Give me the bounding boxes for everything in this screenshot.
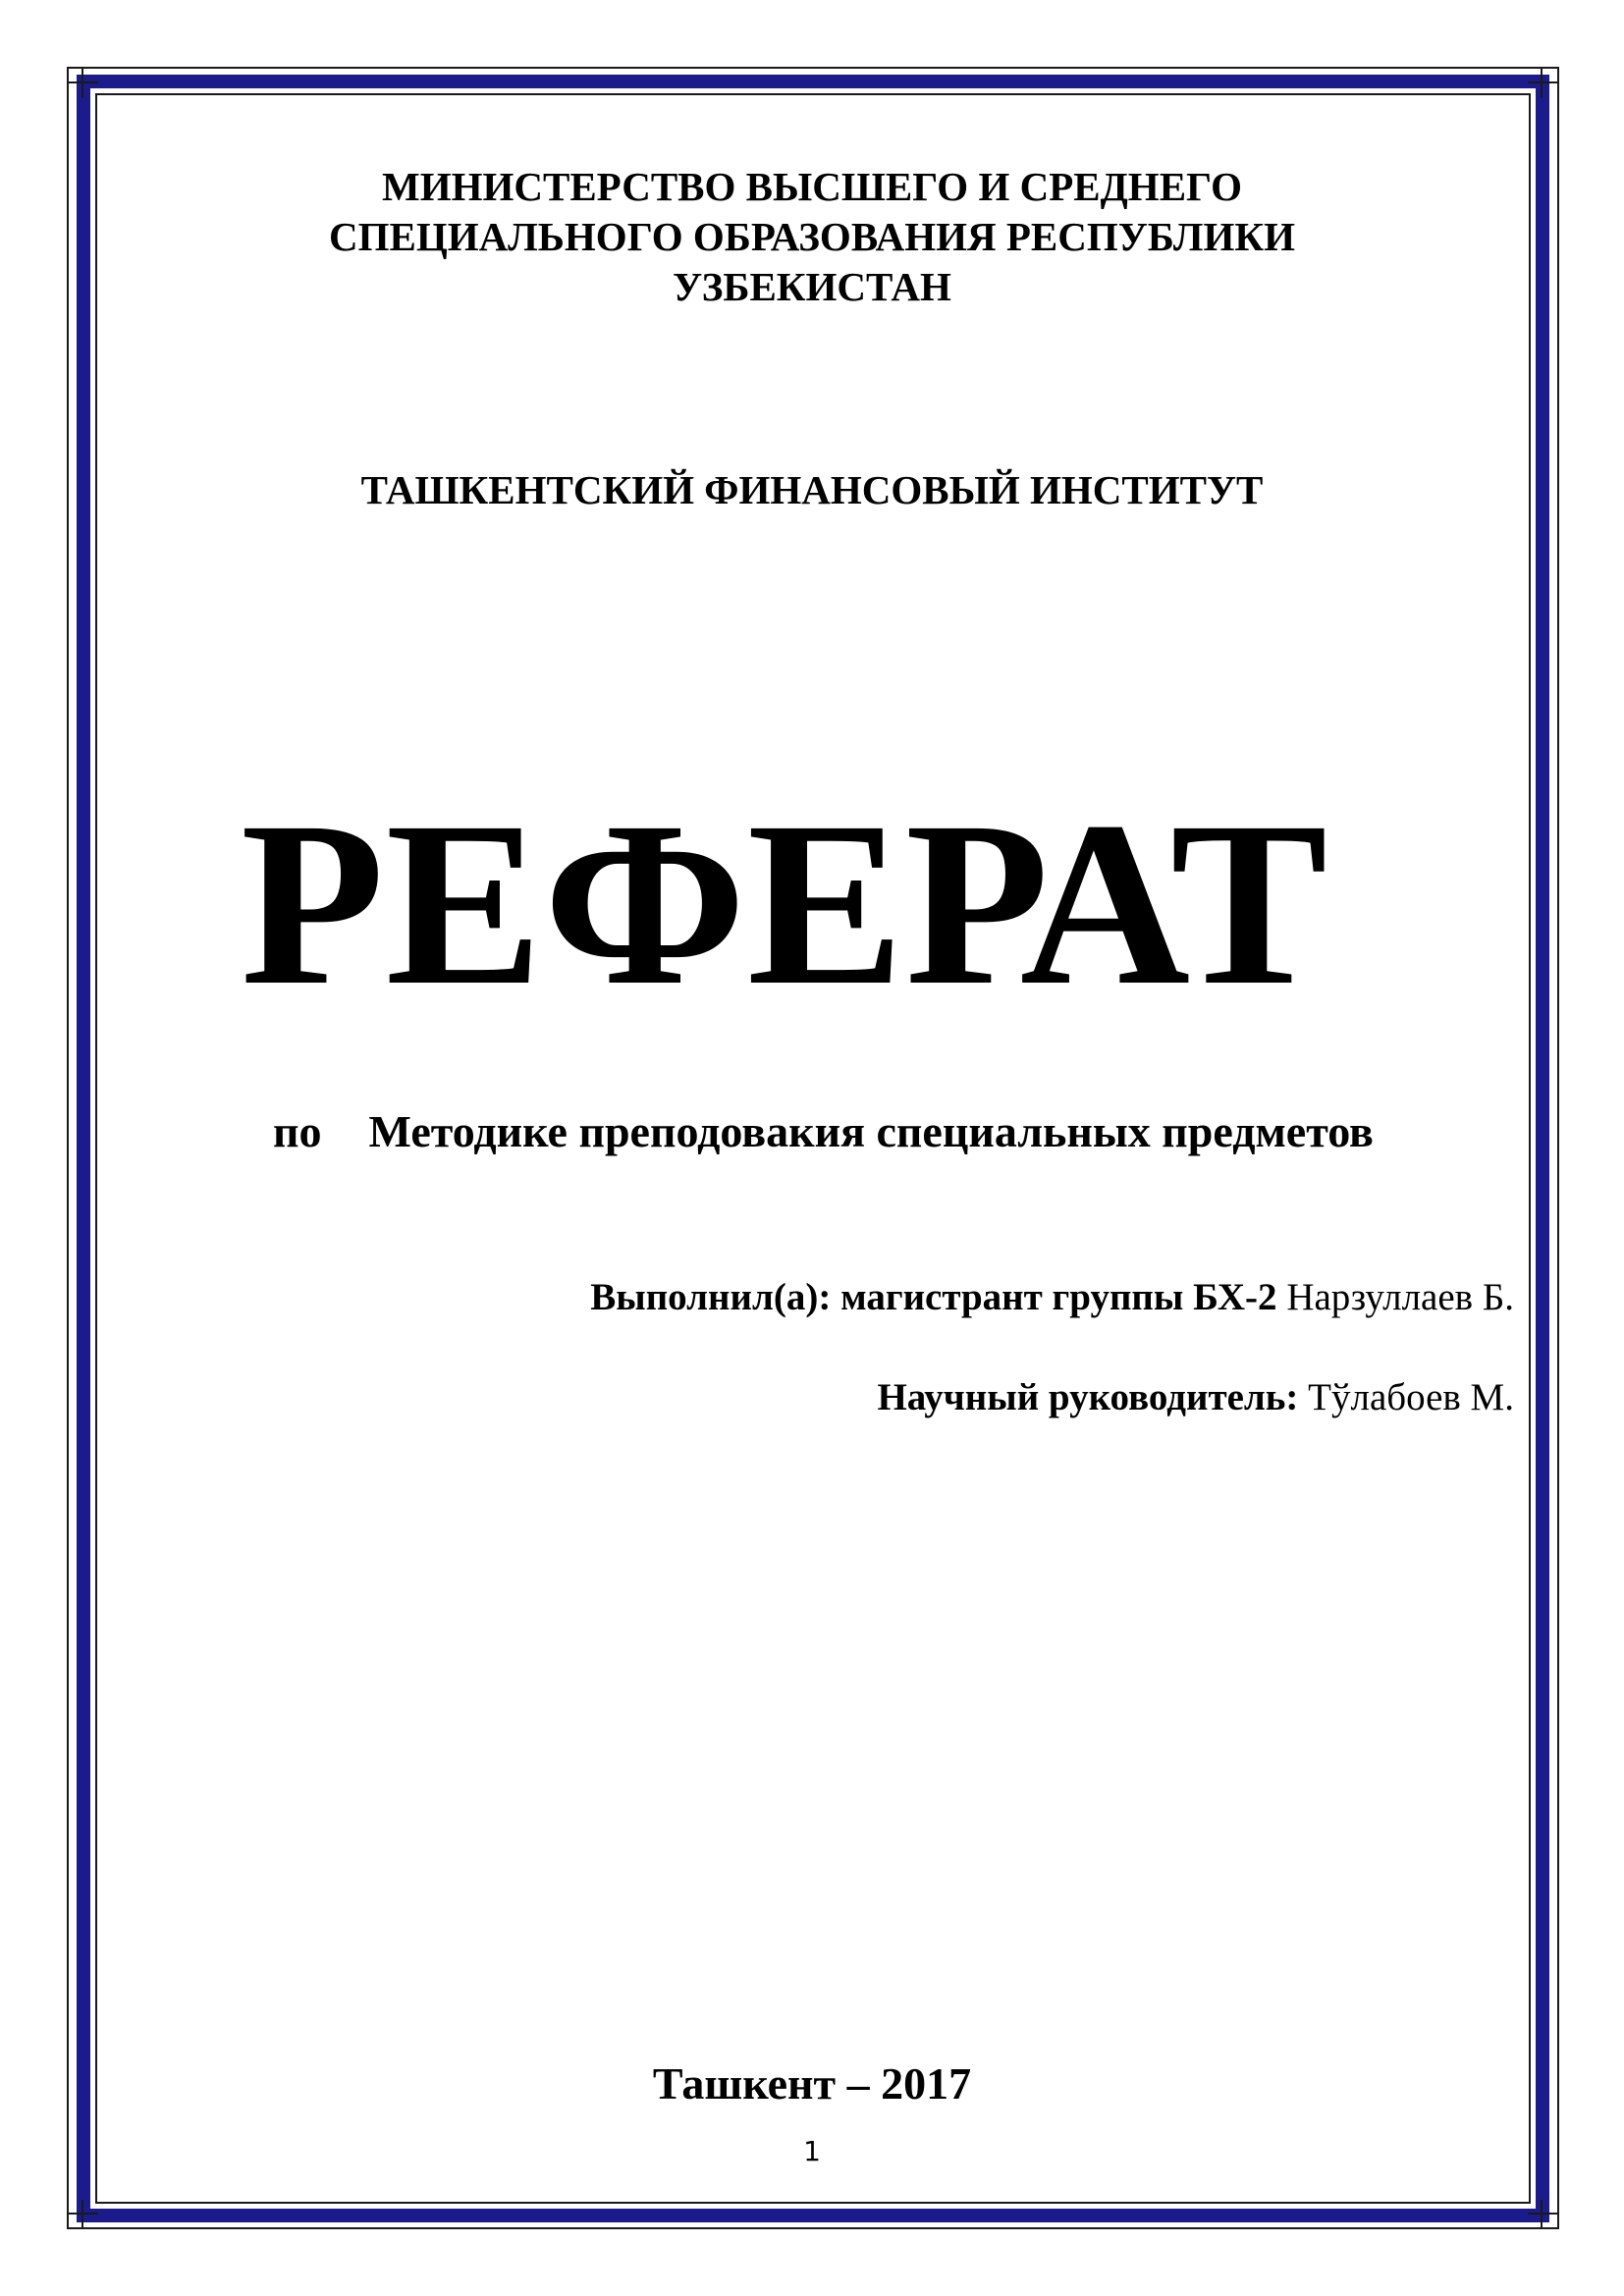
corner-ornament-bottom-left bbox=[69, 2200, 98, 2229]
corner-ornament-top-left bbox=[69, 69, 98, 98]
performer-name: Нарзуллаев Б. bbox=[1286, 1276, 1514, 1318]
ministry-line: МИНИСТЕРСТВО ВЫСШЕГО И СРЕДНЕГО bbox=[382, 164, 1242, 209]
performer-line bbox=[590, 1274, 1514, 1321]
ministry-heading bbox=[0, 162, 1624, 312]
supervisor-name: Тўлабоев М. bbox=[1308, 1376, 1514, 1418]
document-title: РЕФЕРАТ bbox=[241, 773, 1329, 1034]
subject-line bbox=[273, 1104, 1374, 1159]
subject-name: Методике преподовакия специальных предметов bbox=[368, 1106, 1374, 1156]
corner-ornament-bottom-right bbox=[1528, 2200, 1557, 2229]
page-number: 1 bbox=[803, 2135, 821, 2167]
institute-name: ТАШКЕНТСКИЙ ФИНАНСОВЫЙ ИНСТИТУТ bbox=[360, 467, 1264, 512]
ministry-line: УЗБЕКИСТАН bbox=[673, 264, 951, 309]
ministry-line: СПЕЦИАЛЬНОГО ОБРАЗОВАНИЯ РЕСПУБЛИКИ bbox=[329, 214, 1295, 259]
city-year: Ташкент – 2017 bbox=[652, 2058, 972, 2109]
supervisor-line bbox=[877, 1374, 1514, 1421]
corner-ornament-top-right bbox=[1528, 69, 1557, 98]
supervisor-label: Научный руководитель: bbox=[877, 1376, 1299, 1418]
subject-prefix: по bbox=[273, 1106, 322, 1156]
performer-label: Выполнил(а): магистрант группы БХ-2 bbox=[590, 1276, 1277, 1318]
